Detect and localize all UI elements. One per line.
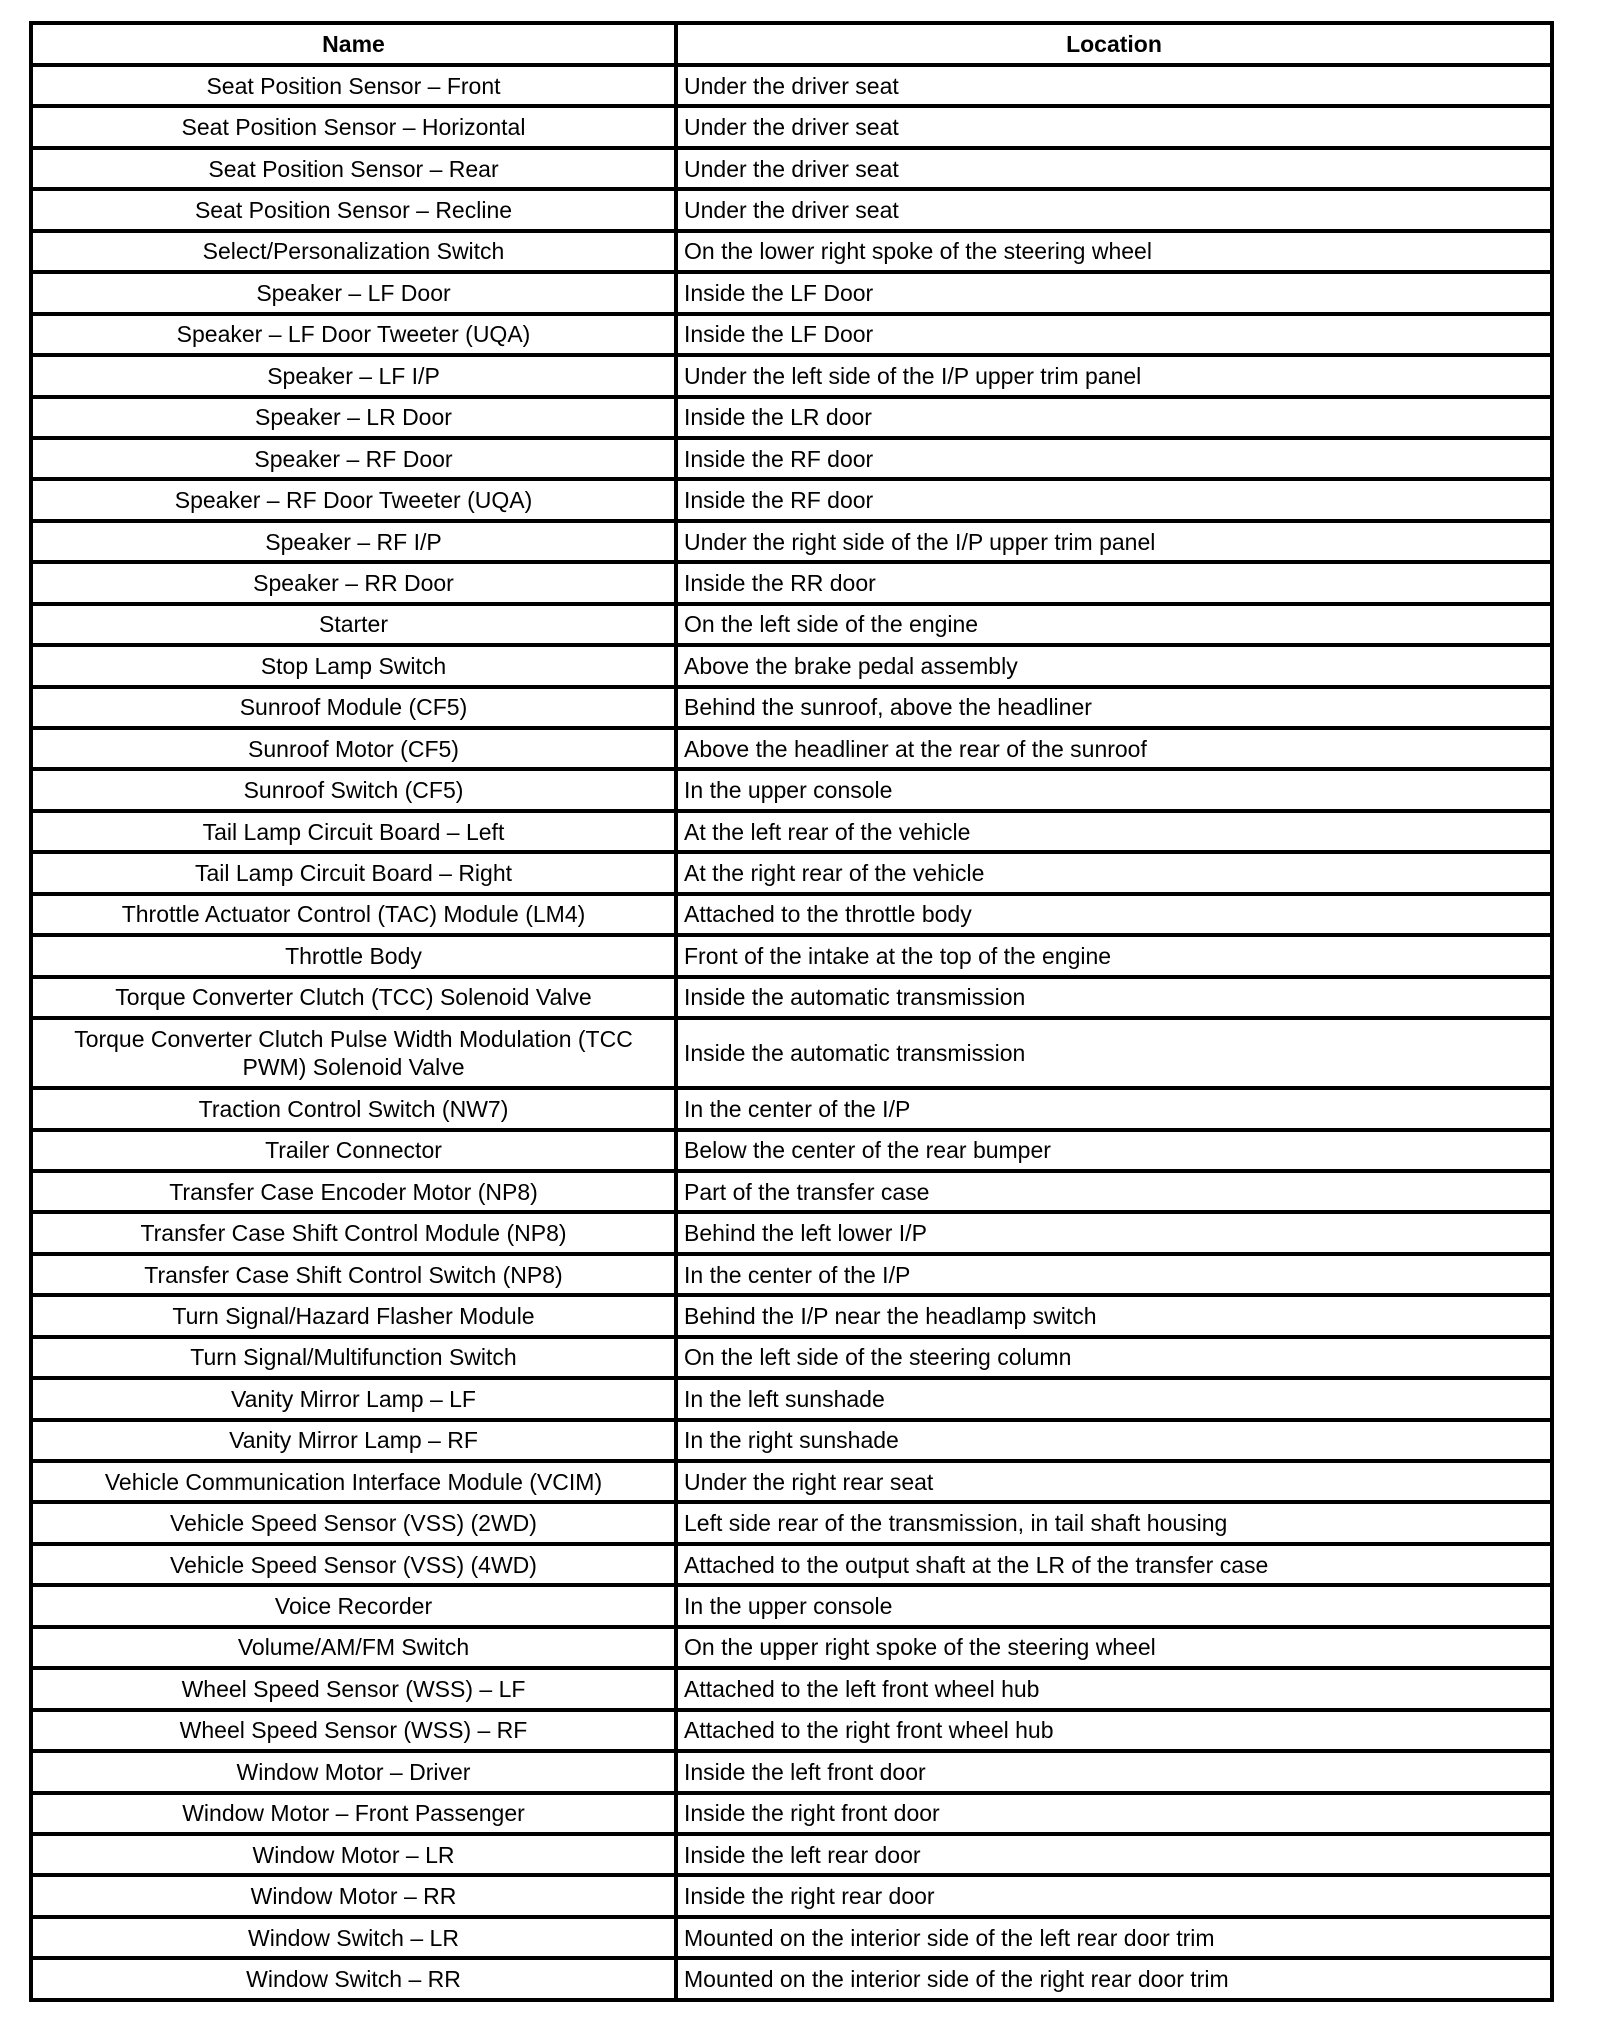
table-row [31, 894, 1552, 935]
table-row [31, 1751, 1552, 1792]
table-row [31, 1171, 1552, 1212]
table-row [31, 1544, 1552, 1585]
component-name-cell: Window Motor – RR [31, 1875, 676, 1916]
component-name-cell: Volume/AM/FM Switch [31, 1627, 676, 1668]
table-row [31, 935, 1552, 976]
table-row [31, 272, 1552, 313]
component-location-cell: Above the brake pedal assembly [676, 645, 1552, 686]
component-location-cell: On the upper right spoke of the steering wheel [676, 1627, 1552, 1668]
component-location-cell: In the right sunshade [676, 1420, 1552, 1461]
table-row [31, 479, 1552, 520]
component-location-cell: Mounted on the interior side of the left rear door trim [676, 1917, 1552, 1958]
component-name-cell: Speaker – RF Door [31, 438, 676, 479]
component-location-cell: Under the driver seat [676, 106, 1552, 147]
component-location-cell: Attached to the right front wheel hub [676, 1710, 1552, 1751]
component-location-cell: Under the right side of the I/P upper trim panel [676, 521, 1552, 562]
component-name-cell: Vanity Mirror Lamp – RF [31, 1420, 676, 1461]
table-header-row [31, 23, 1552, 65]
component-name-cell: Turn Signal/Hazard Flasher Module [31, 1295, 676, 1336]
component-name-cell: Tail Lamp Circuit Board – Right [31, 852, 676, 893]
component-location-cell: In the upper console [676, 1585, 1552, 1626]
component-name-cell: Wheel Speed Sensor (WSS) – RF [31, 1710, 676, 1751]
table-row [31, 189, 1552, 230]
component-name-cell: Throttle Body [31, 935, 676, 976]
component-location-cell: Under the driver seat [676, 189, 1552, 230]
component-name-cell: Sunroof Motor (CF5) [31, 728, 676, 769]
component-location-cell: On the left side of the engine [676, 604, 1552, 645]
component-location-cell: Attached to the throttle body [676, 894, 1552, 935]
component-location-cell: Behind the sunroof, above the headliner [676, 687, 1552, 728]
component-name-cell: Seat Position Sensor – Front [31, 65, 676, 106]
component-name-cell: Speaker – RR Door [31, 562, 676, 603]
component-location-cell: Attached to the output shaft at the LR of the transfer case [676, 1544, 1552, 1585]
component-name-cell: Wheel Speed Sensor (WSS) – LF [31, 1668, 676, 1709]
table-row [31, 1461, 1552, 1502]
component-location-cell: At the left rear of the vehicle [676, 811, 1552, 852]
component-name-cell: Torque Converter Clutch Pulse Width Modulation (TCC PWM) Solenoid Valve [31, 1018, 676, 1088]
column-header-location: Location [676, 23, 1552, 65]
component-location-cell: In the center of the I/P [676, 1254, 1552, 1295]
component-location-cell: Part of the transfer case [676, 1171, 1552, 1212]
component-name-cell: Trailer Connector [31, 1130, 676, 1171]
component-name-cell: Sunroof Switch (CF5) [31, 769, 676, 810]
table-row [31, 1627, 1552, 1668]
component-name-cell: Seat Position Sensor – Recline [31, 189, 676, 230]
table-row [31, 1502, 1552, 1543]
component-name-cell: Speaker – LR Door [31, 397, 676, 438]
component-location-cell: In the center of the I/P [676, 1088, 1552, 1129]
component-name-cell: Select/Personalization Switch [31, 231, 676, 272]
table-row [31, 562, 1552, 603]
component-location-cell: Under the left side of the I/P upper trim panel [676, 355, 1552, 396]
component-location-cell: In the left sunshade [676, 1378, 1552, 1419]
component-location-cell: Front of the intake at the top of the engine [676, 935, 1552, 976]
table-row [31, 148, 1552, 189]
component-location-cell: Inside the automatic transmission [676, 1018, 1552, 1088]
component-location-cell: Inside the RR door [676, 562, 1552, 603]
table-row [31, 314, 1552, 355]
table-row [31, 811, 1552, 852]
component-name-cell: Turn Signal/Multifunction Switch [31, 1337, 676, 1378]
component-name-cell: Transfer Case Shift Control Module (NP8) [31, 1212, 676, 1253]
component-name-cell: Seat Position Sensor – Rear [31, 148, 676, 189]
component-name-cell: Window Motor – Driver [31, 1751, 676, 1792]
component-location-cell: Mounted on the interior side of the right rear door trim [676, 1958, 1552, 1999]
table-row [31, 1295, 1552, 1336]
component-name-cell: Vehicle Speed Sensor (VSS) (4WD) [31, 1544, 676, 1585]
component-name-cell: Speaker – LF Door Tweeter (UQA) [31, 314, 676, 355]
component-name-cell: Starter [31, 604, 676, 645]
component-name-cell: Transfer Case Shift Control Switch (NP8) [31, 1254, 676, 1295]
component-location-table [29, 21, 1554, 2002]
component-location-cell: Attached to the left front wheel hub [676, 1668, 1552, 1709]
table-row [31, 1212, 1552, 1253]
component-name-cell: Sunroof Module (CF5) [31, 687, 676, 728]
table-row [31, 1793, 1552, 1834]
component-location-cell: Inside the automatic transmission [676, 977, 1552, 1018]
component-location-cell: Left side rear of the transmission, in tail shaft housing [676, 1502, 1552, 1543]
component-location-cell: Inside the left front door [676, 1751, 1552, 1792]
table-row [31, 1018, 1552, 1088]
component-location-cell: Inside the right front door [676, 1793, 1552, 1834]
component-location-cell: At the right rear of the vehicle [676, 852, 1552, 893]
table-row [31, 645, 1552, 686]
component-location-cell: In the upper console [676, 769, 1552, 810]
component-location-cell: Inside the LF Door [676, 314, 1552, 355]
table-row [31, 1875, 1552, 1916]
table-row [31, 231, 1552, 272]
component-name-cell: Torque Converter Clutch (TCC) Solenoid Valve [31, 977, 676, 1018]
table-row [31, 438, 1552, 479]
component-name-cell: Vanity Mirror Lamp – LF [31, 1378, 676, 1419]
table-row [31, 1088, 1552, 1129]
component-location-cell: Under the driver seat [676, 148, 1552, 189]
table-row [31, 1420, 1552, 1461]
component-name-cell: Throttle Actuator Control (TAC) Module (LM4) [31, 894, 676, 935]
component-name-cell: Stop Lamp Switch [31, 645, 676, 686]
table-row [31, 1834, 1552, 1875]
table-row [31, 1917, 1552, 1958]
table-row [31, 1710, 1552, 1751]
table-row [31, 1130, 1552, 1171]
component-name-cell: Tail Lamp Circuit Board – Left [31, 811, 676, 852]
table-row [31, 977, 1552, 1018]
component-name-cell: Window Switch – RR [31, 1958, 676, 1999]
component-location-cell: On the left side of the steering column [676, 1337, 1552, 1378]
table-row [31, 852, 1552, 893]
table-row [31, 106, 1552, 147]
component-name-cell: Window Motor – Front Passenger [31, 1793, 676, 1834]
component-location-cell: Inside the LF Door [676, 272, 1552, 313]
table-row [31, 1668, 1552, 1709]
component-location-cell: Inside the RF door [676, 479, 1552, 520]
component-location-cell: Above the headliner at the rear of the sunroof [676, 728, 1552, 769]
table-row [31, 1378, 1552, 1419]
component-name-cell: Window Switch – LR [31, 1917, 676, 1958]
component-name-cell: Speaker – RF Door Tweeter (UQA) [31, 479, 676, 520]
component-location-cell: Under the driver seat [676, 65, 1552, 106]
table-row [31, 604, 1552, 645]
component-name-cell: Seat Position Sensor – Horizontal [31, 106, 676, 147]
component-name-cell: Window Motor – LR [31, 1834, 676, 1875]
component-location-cell: Behind the I/P near the headlamp switch [676, 1295, 1552, 1336]
component-location-cell: On the lower right spoke of the steering wheel [676, 231, 1552, 272]
table-row [31, 1585, 1552, 1626]
column-header-name: Name [31, 23, 676, 65]
table-body [31, 65, 1552, 2000]
component-name-cell: Vehicle Communication Interface Module (VCIM) [31, 1461, 676, 1502]
table-row [31, 397, 1552, 438]
table-row [31, 1254, 1552, 1295]
component-name-cell: Traction Control Switch (NW7) [31, 1088, 676, 1129]
component-name-cell: Transfer Case Encoder Motor (NP8) [31, 1171, 676, 1212]
component-name-cell: Voice Recorder [31, 1585, 676, 1626]
component-location-cell: Behind the left lower I/P [676, 1212, 1552, 1253]
component-name-cell: Speaker – LF Door [31, 272, 676, 313]
table-row [31, 1958, 1552, 1999]
table-row [31, 65, 1552, 106]
component-name-cell: Vehicle Speed Sensor (VSS) (2WD) [31, 1502, 676, 1543]
table-row [31, 521, 1552, 562]
table-row [31, 1337, 1552, 1378]
component-location-cell: Below the center of the rear bumper [676, 1130, 1552, 1171]
table-row [31, 769, 1552, 810]
component-name-cell: Speaker – RF I/P [31, 521, 676, 562]
component-location-cell: Under the right rear seat [676, 1461, 1552, 1502]
table-row [31, 687, 1552, 728]
component-location-cell: Inside the RF door [676, 438, 1552, 479]
component-location-cell: Inside the left rear door [676, 1834, 1552, 1875]
table-row [31, 355, 1552, 396]
component-name-cell: Speaker – LF I/P [31, 355, 676, 396]
component-location-cell: Inside the LR door [676, 397, 1552, 438]
table-row [31, 728, 1552, 769]
component-location-cell: Inside the right rear door [676, 1875, 1552, 1916]
